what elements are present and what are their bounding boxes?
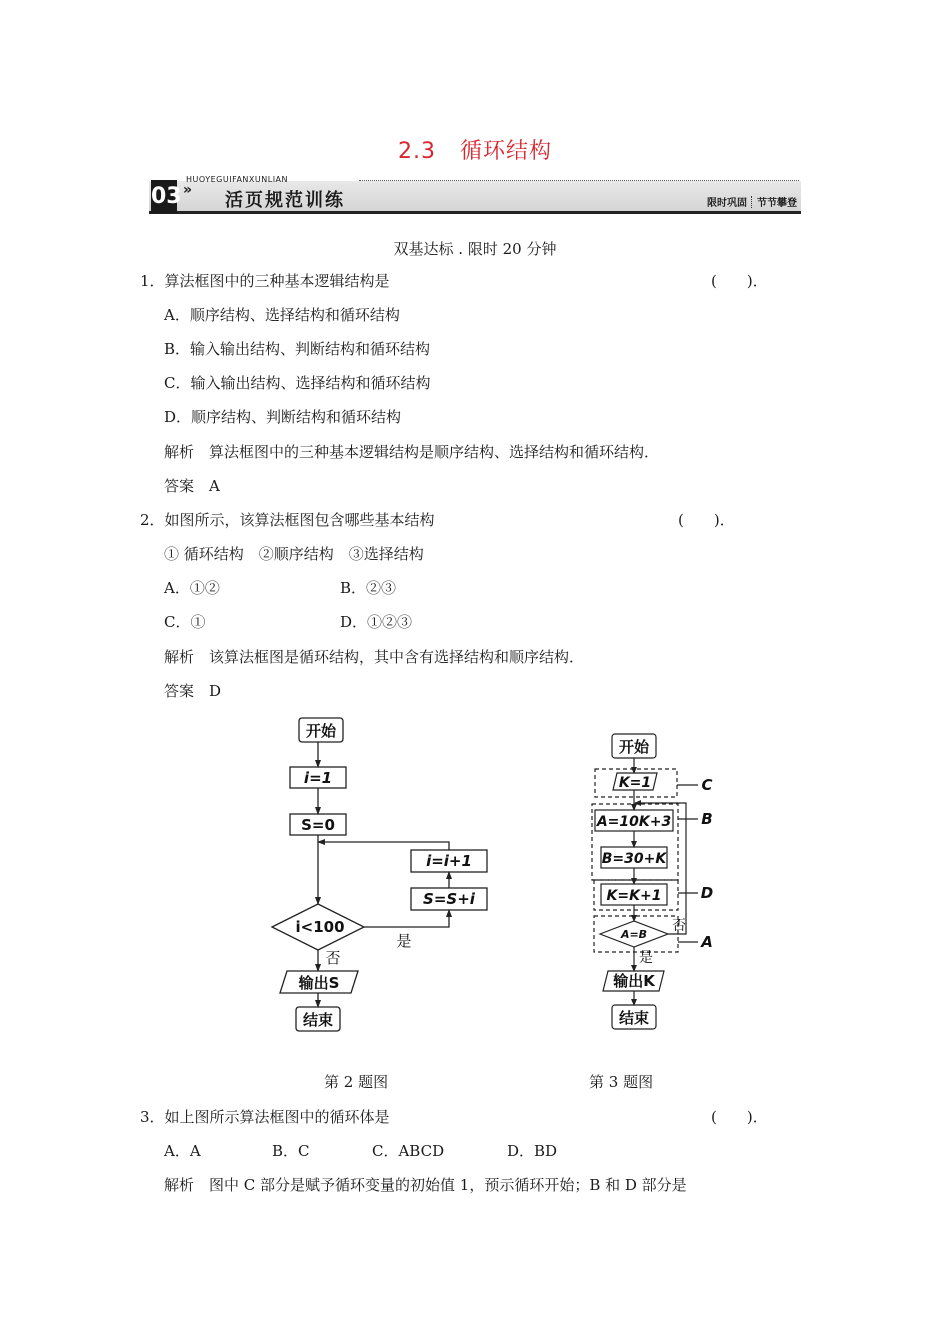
fig2-output-text: 输出S: [298, 974, 340, 992]
fig2-no-label: 否: [325, 949, 341, 967]
q1-option-d: D．顺序结构、判断结构和循环结构: [164, 408, 402, 426]
fig2-yes-label: 是: [396, 932, 412, 950]
q2-analysis: 解析 该算法框图是循环结构，其中含有选择结构和顺序结构．: [164, 648, 585, 666]
fig3-no-label: 否: [672, 918, 686, 934]
q2-paren: ( )．: [678, 511, 735, 529]
banner-number: 03: [151, 180, 177, 213]
q1-answer: 答案 A: [164, 477, 220, 495]
fig2-inc-text: i=i+1: [426, 852, 472, 870]
fig3-output-text: 输出K: [613, 972, 655, 990]
fig2-arrow-loop: [318, 842, 449, 850]
fig2-arrow-yes: [364, 910, 449, 927]
q2-option-c: C．①: [164, 613, 206, 631]
figure-2-flowchart: [260, 710, 510, 1040]
section-left: 双基达标: [393, 240, 454, 258]
title-text: 循环结构: [459, 139, 552, 164]
fig2-init-i-text: i=1: [303, 769, 333, 787]
banner-dotted-line: [359, 180, 799, 181]
section-dot: .: [458, 240, 464, 258]
q1-analysis: 解析 算法框图中的三种基本逻辑结构是顺序结构、选择结构和循环结构．: [164, 443, 660, 461]
fig3-yes-label: 是: [639, 950, 653, 966]
fig2-end-text: 结束: [302, 1011, 334, 1029]
fig3-init-text: K=1: [618, 775, 652, 791]
fig3-step1-text: A=10K+3: [596, 814, 672, 830]
banner-separator: [751, 196, 753, 208]
banner-right-1: 限时巩固: [707, 198, 747, 209]
q1-option-b: B．输入输出结构、判断结构和循环结构: [164, 340, 431, 358]
fig3-label-c: C: [701, 776, 713, 794]
banner-right-2: 节节攀登: [757, 198, 797, 209]
fig3-label-a: A: [701, 933, 713, 951]
fig3-step3-text: K=K+1: [606, 888, 662, 904]
fig3-caption: 第 3 题图: [589, 1073, 654, 1091]
q2-answer: 答案 D: [164, 682, 222, 700]
fig2-init-s-text: S=0: [301, 816, 335, 834]
fig3-cond-text: A=B: [620, 928, 648, 941]
q2-items: ① 循环结构 ②顺序结构 ③选择结构: [164, 545, 424, 563]
q2-option-d: D．①②③: [340, 613, 413, 631]
section-heading: [0, 238, 950, 259]
q3-paren: ( )．: [711, 1108, 768, 1126]
q1-stem: 1．算法框图中的三种基本逻辑结构是: [140, 272, 390, 290]
fig2-cond-text: i<100: [295, 918, 345, 936]
q3-analysis: 解析 图中 C 部分是赋予循环变量的初始值 1，预示循环开始；B 和 D 部分是: [164, 1176, 687, 1194]
page-title: [0, 134, 950, 165]
q3-option-b: B．C: [272, 1142, 310, 1160]
fig2-acc-text: S=S+i: [423, 890, 475, 908]
banner-pinyin: HUOYEGUIFANXUNLIAN: [186, 175, 289, 184]
section-banner: [149, 168, 801, 214]
q2-option-a: A．①②: [164, 579, 220, 597]
fig3-step2-text: B=30+K: [601, 851, 667, 867]
title-number: 2.3: [398, 139, 436, 164]
q3-option-d: D．BD: [507, 1142, 558, 1160]
q2-stem: 2．如图所示，该算法框图包含哪些基本结构: [140, 511, 435, 529]
q1-paren: ( )．: [711, 272, 768, 290]
q3-option-c: C．ABCD: [372, 1142, 445, 1160]
fig3-label-b: B: [701, 810, 713, 828]
fig2-start-text: 开始: [305, 722, 337, 740]
q1-option-a: A．顺序结构、选择结构和循环结构: [164, 306, 400, 324]
q2-option-b: B．②③: [340, 579, 397, 597]
fig3-start-text: 开始: [618, 738, 650, 756]
fig3-end-text: 结束: [618, 1009, 650, 1027]
q3-option-a: A．A: [164, 1142, 201, 1160]
fig2-caption: 第 2 题图: [324, 1073, 389, 1091]
banner-right-text: [707, 194, 797, 209]
q1-option-c: C．输入输出结构、选择结构和循环结构: [164, 374, 431, 392]
fig3-label-d: D: [700, 884, 714, 902]
figure-3-flowchart: [580, 726, 740, 1036]
section-right: 限时 20 分钟: [467, 240, 557, 258]
banner-title: 活页规范训练: [225, 190, 345, 211]
double-chevron-icon: »: [183, 182, 193, 198]
q3-stem: 3．如上图所示算法框图中的循环体是: [140, 1108, 390, 1126]
